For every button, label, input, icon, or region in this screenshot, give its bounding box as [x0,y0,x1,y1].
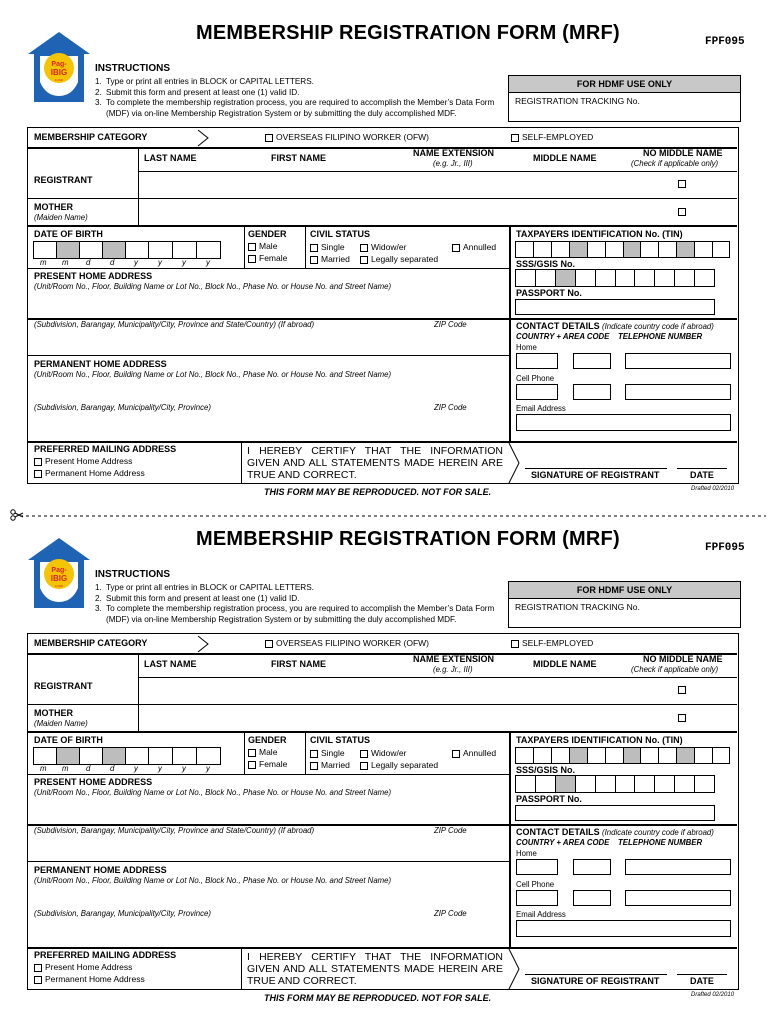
mailing-present-option[interactable]: Present Home Address [34,962,132,972]
permanent-address-hint: (Unit/Room No., Floor, Building Name or Lot No., Block No., Phase No. or House No. and Street Name) [34,876,392,885]
svg-text:IBIG: IBIG [50,68,68,77]
mother-label: MOTHER [34,202,73,212]
civil-annulled-option[interactable]: Annulled [452,242,496,252]
married-checkbox[interactable] [310,256,318,264]
separated-checkbox[interactable] [360,256,368,264]
first-name-header: FIRST NAME [271,659,326,669]
no-middle-name-header: NO MIDDLE NAME [643,148,723,158]
sss-gsis-field[interactable] [515,775,715,793]
email-label: Email Address [516,910,566,919]
cell-phone-field[interactable] [625,384,731,400]
single-checkbox[interactable] [310,244,318,252]
civil-widow-option[interactable]: Widow/er [360,242,406,252]
self-employed-checkbox[interactable] [511,134,519,142]
certification-statement: I HEREBY CERTIFY THAT THE INFORMATION GIVEN AND ALL STATEMENTS MADE HEREIN ARE TRUE AND CORRECT. [247,951,503,987]
cell-phone-field[interactable] [625,890,731,906]
name-extension-header: NAME EXTENSION [413,148,495,158]
name-extension-hint: (e.g. Jr., III) [433,665,473,674]
signature-label: SIGNATURE OF REGISTRANT [531,470,660,480]
instruction-item: 2. Submit this form and present at least one (1) valid ID. [95,593,300,603]
date-of-birth-field[interactable] [33,747,221,765]
contact-column-headers: COUNTRY + AREA CODE TELEPHONE NUMBER [516,838,703,847]
drafted-date: Drafted 02/2010 [691,992,735,998]
civil-separated-option[interactable]: Legally separated [360,760,438,770]
married-checkbox[interactable] [310,762,318,770]
instructions-list [95,77,515,119]
cell-area-code-field[interactable] [573,890,611,906]
instruction-item: 1. Type or print all entries in BLOCK or CAPITAL LETTERS. [95,77,314,86]
mother-name-field[interactable] [140,200,610,223]
date-line[interactable] [677,974,727,975]
present-address-label: PRESENT HOME ADDRESS [34,777,153,787]
cell-area-code-field[interactable] [573,384,611,400]
email-label: Email Address [516,404,566,413]
category-self-employed-option[interactable]: SELF-EMPLOYED [511,132,593,142]
email-field[interactable] [516,920,731,937]
date-of-birth-label: DATE OF BIRTH [34,229,103,239]
mailing-permanent-option[interactable]: Permanent Home Address [34,468,145,478]
dob-day-hint: d [86,764,91,773]
signature-line[interactable] [525,468,667,469]
present-address-hint2: (Subdivision, Barangay, Municipality/City, Province and State/Country) (If abroad) [34,320,315,329]
male-checkbox[interactable] [248,749,256,757]
mailing-permanent-option[interactable]: Permanent Home Address [34,974,145,984]
svg-text:FUND: FUND [54,78,64,82]
chevron-right-icon [507,948,521,990]
single-checkbox[interactable] [310,750,318,758]
instructions-list [95,583,515,625]
contact-details-label: CONTACT DETAILS (Indicate country code if abroad) [516,827,714,837]
name-extension-hint: (e.g. Jr., III) [433,159,473,168]
certification-statement: I HEREBY CERTIFY THAT THE INFORMATION GIVEN AND ALL STATEMENTS MADE HEREIN ARE TRUE AND CORRECT. [247,445,503,481]
female-checkbox[interactable] [248,255,256,263]
instruction-item: 1. Type or print all entries in BLOCK or CAPITAL LETTERS. [95,583,314,592]
sss-gsis-field[interactable] [515,269,715,287]
permanent-address-label: PERMANENT HOME ADDRESS [34,359,167,369]
civil-married-option[interactable]: Married [310,254,350,264]
tin-label: TAXPAYERS IDENTIFICATION No. (TIN) [516,229,683,239]
form-copy [0,506,768,1012]
passport-label: PASSPORT No. [516,288,582,298]
svg-text:FUND: FUND [54,584,64,588]
svg-text:Pag-: Pag- [51,61,67,68]
date-label: DATE [690,470,714,480]
last-name-header: LAST NAME [144,153,197,163]
contact-details-label: CONTACT DETAILS (Indicate country code if abroad) [516,321,714,331]
form-copy [0,0,768,506]
membership-category-label: MEMBERSHIP CATEGORY [34,638,148,648]
mailing-address-label: PREFERRED MAILING ADDRESS [34,444,177,454]
gender-male-option[interactable]: Male [248,241,277,251]
tin-label: TAXPAYERS IDENTIFICATION No. (TIN) [516,735,683,745]
date-of-birth-label: DATE OF BIRTH [34,735,103,745]
dob-year-hint: y [182,764,186,773]
mailing-address-label: PREFERRED MAILING ADDRESS [34,950,177,960]
permanent-address-label: PERMANENT HOME ADDRESS [34,865,167,875]
permanent-zip-label: ZIP Code [434,909,467,918]
chevron-right-icon [507,442,521,484]
dob-year-hint: y [206,764,210,773]
dob-day-hint: d [86,258,91,267]
no-middle-name-hint: (Check if applicable only) [631,665,719,674]
svg-text:IBIG: IBIG [50,574,68,583]
dob-month-hint: m [40,764,47,773]
present-address-hint2: (Subdivision, Barangay, Municipality/City, Province and State/Country) (If abroad) [34,826,315,835]
reproduction-notice: THIS FORM MAY BE REPRODUCED. NOT FOR SALE. [264,487,492,497]
female-checkbox[interactable] [248,761,256,769]
civil-status-label: CIVIL STATUS [310,735,371,745]
middle-name-header: MIDDLE NAME [533,659,597,669]
registrant-label: REGISTRANT [34,681,93,691]
present-zip-label: ZIP Code [434,320,467,329]
registrant-no-middle-checkbox[interactable] [678,686,686,694]
gender-male-option[interactable]: Male [248,747,277,757]
reproduction-notice: THIS FORM MAY BE REPRODUCED. NOT FOR SALE. [264,993,492,1003]
civil-annulled-option[interactable]: Annulled [452,748,496,758]
passport-field[interactable] [515,299,715,315]
category-ofw-option[interactable]: OVERSEAS FILIPINO WORKER (OFW) [265,638,429,648]
dob-year-hint: y [134,258,138,267]
dob-month-hint: m [40,258,47,267]
annulled-checkbox[interactable] [452,750,460,758]
contact-column-headers: COUNTRY + AREA CODE TELEPHONE NUMBER [516,332,703,341]
registrant-name-field[interactable] [140,173,610,196]
dob-year-hint: y [206,258,210,267]
present-zip-label: ZIP Code [434,826,467,835]
civil-single-option[interactable]: Single [310,748,345,758]
mother-label: MOTHER [34,708,73,718]
hdmf-use-only-box [508,75,741,122]
form-code: FPF095 [705,542,745,554]
mailing-permanent-checkbox[interactable] [34,470,42,478]
hdmf-use-only-box [508,581,741,628]
registration-form [27,633,739,990]
date-label: DATE [690,976,714,986]
no-middle-name-hint: (Check if applicable only) [631,159,719,168]
dob-year-hint: y [158,764,162,773]
gender-female-option[interactable]: Female [248,759,287,769]
form-code: FPF095 [705,36,745,48]
mother-name-field[interactable] [140,706,610,729]
tin-field[interactable] [515,241,730,258]
instruction-item: 2. Submit this form and present at least one (1) valid ID. [95,87,300,97]
present-address-label: PRESENT HOME ADDRESS [34,271,153,281]
widow-checkbox[interactable] [360,244,368,252]
signature-label: SIGNATURE OF REGISTRANT [531,976,660,986]
instructions-heading: INSTRUCTIONS [95,569,170,580]
registrant-label: REGISTRANT [34,175,93,185]
mailing-present-checkbox[interactable] [34,458,42,466]
home-phone-label: Home [516,849,537,858]
chevron-right-icon [196,635,210,653]
permanent-address-hint: (Unit/Room No., Floor, Building Name or Lot No., Block No., Phase No. or House No. and Street Name) [34,370,392,379]
category-self-employed-option[interactable]: SELF-EMPLOYED [511,638,593,648]
membership-category-label: MEMBERSHIP CATEGORY [34,132,148,142]
registrant-no-middle-checkbox[interactable] [678,180,686,188]
mother-hint: (Maiden Name) [34,213,88,222]
form-title: MEMBERSHIP REGISTRATION FORM (MRF) [196,22,620,44]
self-employed-checkbox[interactable] [511,640,519,648]
signature-line[interactable] [525,974,667,975]
sss-gsis-label: SSS/GSIS No. [516,259,576,269]
present-address-hint: (Unit/Room No., Floor, Building Name or Lot No., Block No., Phase No. or House No. and Street Name) [34,282,392,291]
svg-text:Pag-: Pag- [51,567,67,574]
dob-year-hint: y [158,258,162,267]
no-middle-name-header: NO MIDDLE NAME [643,654,723,664]
dob-year-hint: y [134,764,138,773]
annulled-checkbox[interactable] [452,244,460,252]
pag-ibig-logo [26,30,92,106]
present-address-hint: (Unit/Room No., Floor, Building Name or Lot No., Block No., Phase No. or House No. and Street Name) [34,788,392,797]
chevron-right-icon [196,129,210,147]
home-telephone-field[interactable] [625,353,731,369]
dob-year-hint: y [182,258,186,267]
permanent-zip-label: ZIP Code [434,403,467,412]
civil-widow-option[interactable]: Widow/er [360,748,406,758]
dob-month-hint: m [62,764,69,773]
civil-separated-option[interactable]: Legally separated [360,254,438,264]
sss-gsis-label: SSS/GSIS No. [516,765,576,775]
ofw-checkbox[interactable] [265,134,273,142]
gender-female-option[interactable]: Female [248,253,287,263]
hdmf-heading: FOR HDMF USE ONLY [509,582,740,599]
mailing-permanent-checkbox[interactable] [34,976,42,984]
male-checkbox[interactable] [248,243,256,251]
home-country-code-field[interactable] [516,353,558,369]
date-of-birth-field[interactable] [33,241,221,259]
civil-single-option[interactable]: Single [310,242,345,252]
home-phone-label: Home [516,343,537,352]
registrant-name-field[interactable] [140,679,610,702]
instructions-heading: INSTRUCTIONS [95,63,170,74]
mailing-present-option[interactable]: Present Home Address [34,456,132,466]
instruction-item: 3. To complete the membership registration process, you are required to accomplish the Member’s Data Form (MDF) via on-line Membership Registration System or by submitting the duly accomplished MDF. [95,98,495,118]
separated-checkbox[interactable] [360,762,368,770]
permanent-address-hint2: (Subdivision, Barangay, Municipality/City, Province) [34,909,211,918]
instruction-item: 3. To complete the membership registration process, you are required to accomplish the Member’s Data Form (MDF) via on-line Membership Registration System or by submitting the duly accomplished MDF. [95,604,495,624]
middle-name-header: MIDDLE NAME [533,153,597,163]
form-title: MEMBERSHIP REGISTRATION FORM (MRF) [196,528,620,550]
ofw-checkbox[interactable] [265,640,273,648]
dob-day-hint: d [110,764,115,773]
tin-field[interactable] [515,747,730,764]
category-ofw-option[interactable]: OVERSEAS FILIPINO WORKER (OFW) [265,132,429,142]
gender-label: GENDER [248,229,287,239]
widow-checkbox[interactable] [360,750,368,758]
permanent-address-hint2: (Subdivision, Barangay, Municipality/City, Province) [34,403,211,412]
email-field[interactable] [516,414,731,431]
dob-day-hint: d [110,258,115,267]
hdmf-heading: FOR HDMF USE ONLY [509,76,740,93]
civil-status-label: CIVIL STATUS [310,229,371,239]
dob-month-hint: m [62,258,69,267]
mother-no-middle-checkbox[interactable] [678,714,686,722]
drafted-date: Drafted 02/2010 [691,486,735,492]
passport-label: PASSPORT No. [516,794,582,804]
mother-no-middle-checkbox[interactable] [678,208,686,216]
tracking-number-label: REGISTRATION TRACKING No. [515,96,640,106]
civil-married-option[interactable]: Married [310,760,350,770]
cell-phone-label: Cell Phone [516,880,555,889]
home-area-code-field[interactable] [573,859,611,875]
pag-ibig-logo [26,536,92,612]
mother-hint: (Maiden Name) [34,719,88,728]
registration-form [27,127,739,484]
mailing-present-checkbox[interactable] [34,964,42,972]
tracking-number-label: REGISTRATION TRACKING No. [515,602,640,612]
cell-country-code-field[interactable] [516,384,558,400]
last-name-header: LAST NAME [144,659,197,669]
gender-label: GENDER [248,735,287,745]
cell-phone-label: Cell Phone [516,374,555,383]
passport-field[interactable] [515,805,715,821]
first-name-header: FIRST NAME [271,153,326,163]
cell-country-code-field[interactable] [516,890,558,906]
home-country-code-field[interactable] [516,859,558,875]
home-area-code-field[interactable] [573,353,611,369]
home-telephone-field[interactable] [625,859,731,875]
date-line[interactable] [677,468,727,469]
name-extension-header: NAME EXTENSION [413,654,495,664]
